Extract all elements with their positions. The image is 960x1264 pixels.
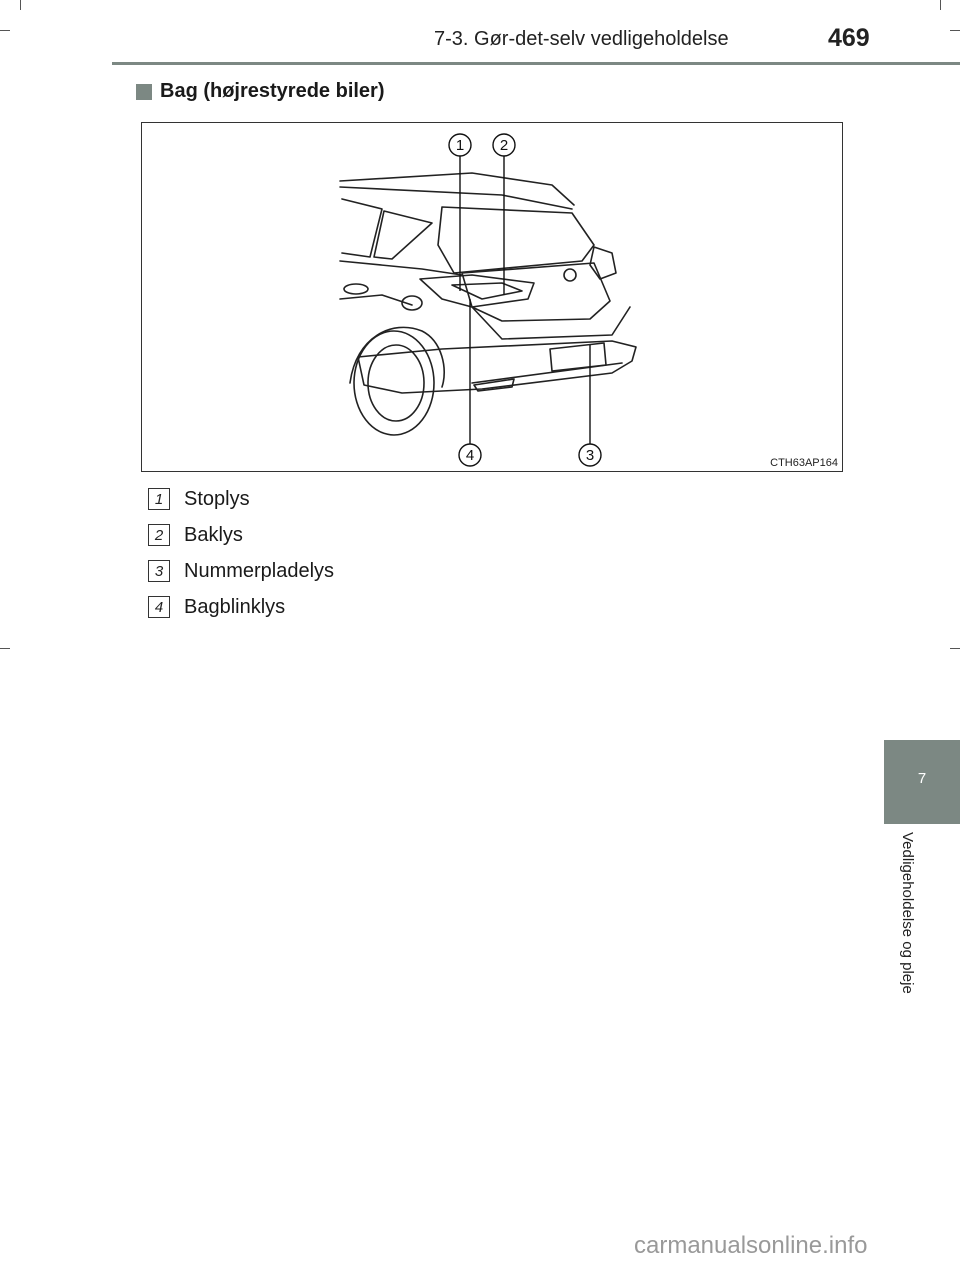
body-side [340,261,462,275]
figure-code: CTH63AP164 [770,457,838,469]
legend-number: 2 [148,524,170,546]
side-tab-label: Vedligeholdelse og pleje [899,832,916,994]
door-handle [344,284,368,294]
rear-wheel [354,331,434,435]
legend-label: Baklys [184,523,243,546]
legend-label: Nummerpladelys [184,559,335,582]
rear-wheel-hub [368,345,424,421]
crop-mark [950,30,960,31]
legend-item [148,517,334,553]
callout-4-label: 4 [465,447,475,464]
crop-mark [0,30,10,31]
legend-item [148,481,334,517]
spoiler [340,187,572,209]
legend-item [148,553,334,589]
rear-hatch [462,263,610,321]
legend-number: 1 [148,488,170,510]
page-number: 469 [828,24,870,52]
callout-3-label: 3 [585,447,595,464]
hatch-lower [472,307,630,339]
header-rule [112,62,960,65]
crop-mark [20,0,21,10]
left-tail-light-inner [452,283,522,299]
body-side-lower [340,295,412,305]
side-tab-number: 7 [917,770,927,787]
crop-mark [940,0,941,10]
legend-number: 4 [148,596,170,618]
callout-1-label: 1 [455,137,465,154]
legend-item [148,589,334,625]
left-tail-light [420,275,534,307]
section-heading [136,80,385,103]
side-window-inner [374,211,432,259]
legend-label: Bagblinklys [184,595,286,618]
square-bullet-icon [136,84,152,100]
watermark-text: carmanualsonline.info [634,1232,868,1259]
legend-list [148,481,334,625]
legend-label: Stoplys [184,487,250,510]
car-rear-illustration [141,122,843,472]
callout-2-label: 2 [499,137,509,154]
rear-emblem [564,269,576,281]
section-heading-text: Bag (højrestyrede biler) [160,80,385,102]
rear-window [438,207,594,273]
legend-number: 3 [148,560,170,582]
crop-mark [0,648,10,649]
chapter-title: 7-3. Gør-det-selv vedligeholdelse [434,28,729,50]
crop-mark [950,648,960,649]
car-rear-drawing [142,123,842,471]
chapter-side-tab [884,740,960,824]
